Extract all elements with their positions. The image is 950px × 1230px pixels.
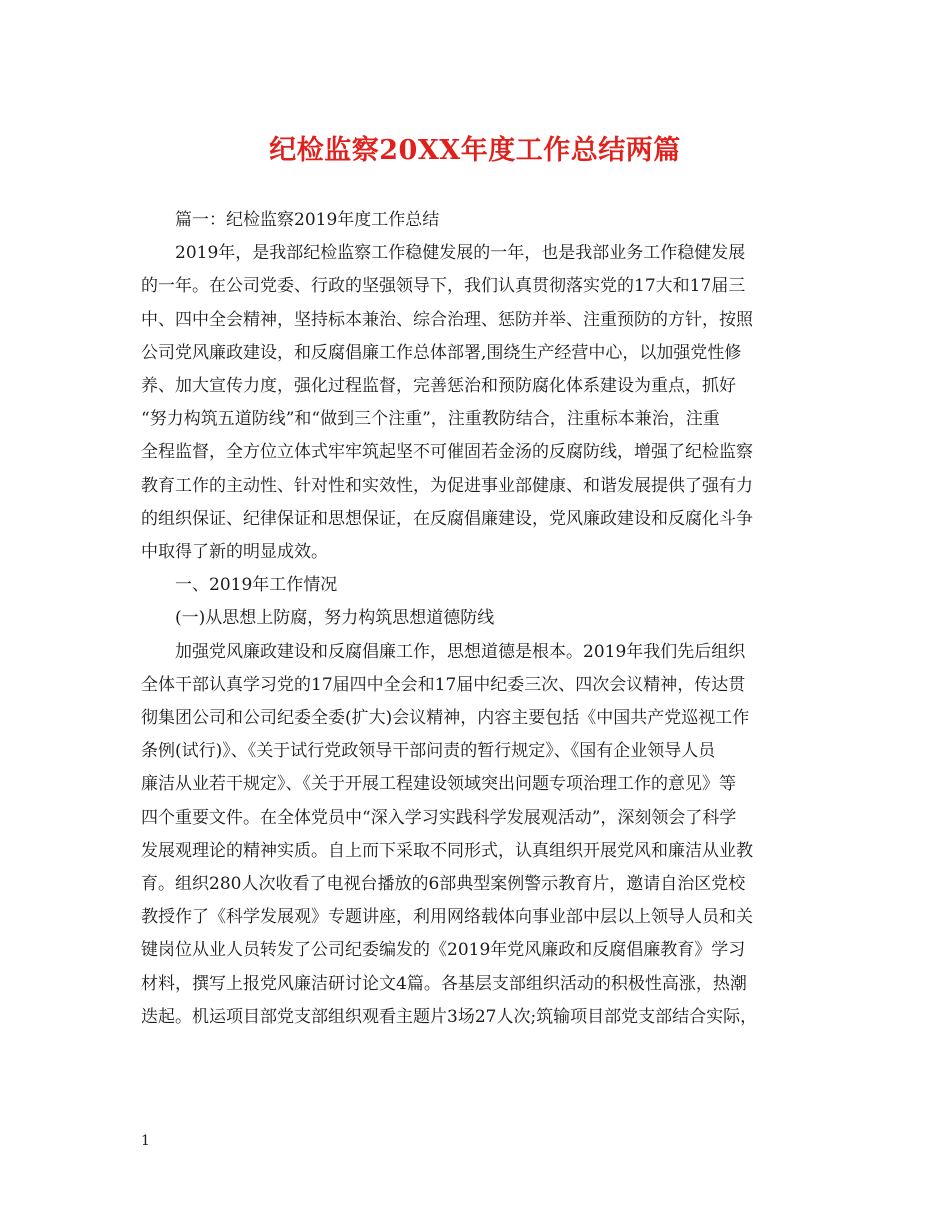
section-heading [141, 569, 813, 602]
text-line: 中取得了新的明显成效。 [141, 542, 328, 563]
text-line: 条例(试行)》、《关于试行党政领导干部问责的暂行规定》、《国有企业领导人员 [141, 741, 716, 762]
text-line: 四个重要文件。在全体党员中“深入学习实践科学发展观活动”，深刻领会了科学 [141, 807, 737, 828]
document-title: 纪检监察20XX年度工作总结两篇 [269, 135, 681, 166]
text-line: 全程监督，全方位立体式牢牢筑起坚不可催固若金汤的反腐防线，增强了纪检监察 [141, 442, 753, 463]
text-line: 育。组织280人次收看了电视台播放的6部典型案例警示教育片，邀请自治区党校 [141, 874, 746, 895]
text-line: 迭起。机运项目部党支部组织观看主题片3场27人次;筑输项目部党支部结合实际， [141, 1006, 758, 1027]
paragraph [141, 237, 813, 569]
text-line: 2019年，是我部纪检监察工作稳健发展的一年，也是我部业务工作稳健发展 [175, 243, 746, 264]
text-line: 廉洁从业若干规定》、《关于开展工程建设领域突出问题专项治理工作的意见》等 [141, 774, 736, 795]
text-line: 教育工作的主动性、针对性和实效性，为促进事业部健康、和谐发展提供了强有力 [141, 475, 753, 496]
text-line: (一)从思想上防腐，努力构筑思想道德防线 [175, 608, 495, 629]
paragraph [141, 636, 813, 1034]
text-line: 全体干部认真学习党的17届四中全会和17届中纪委三次、四次会议精神，传达贯 [141, 674, 746, 695]
text-line: 篇一：纪检监察2019年度工作总结 [175, 210, 440, 230]
page-number: 1 [141, 1133, 150, 1149]
text-line: 键岗位从业人员转发了公司纪委编发的《2019年党风廉政和反腐倡廉教育》学习 [141, 940, 746, 961]
text-line: 公司党风廉政建设，和反腐倡廉工作总体部署,围绕生产经营中心，以加强党性修 [141, 342, 742, 363]
text-line: 的一年。在公司党委、行政的坚强领导下，我们认真贯彻落实党的17大和17届三 [141, 276, 746, 297]
text-line: 教授作了《科学发展观》专题讲座，利用网络载体向事业部中层以上领导人员和关 [141, 907, 753, 928]
text-line: 一、2019年工作情况 [175, 575, 338, 596]
section-heading [141, 204, 813, 237]
text-line: 中、四中全会精神，坚持标本兼治、综合治理、惩防并举、注重预防的方针，按照 [141, 309, 753, 330]
text-line: 养、加大宣传力度，强化过程监督，完善惩治和预防腐化体系建设为重点，抓好 [141, 376, 736, 397]
document-body [141, 204, 813, 1034]
text-line: 发展观理论的精神实质。自上而下采取不同形式，认真组织开展党风和廉洁从业教 [141, 840, 753, 861]
text-line: 的组织保证、纪律保证和思想保证，在反腐倡廉建设，党风廉政建设和反腐化斗争 [141, 508, 753, 529]
text-line: 加强党风廉政建设和反腐倡廉工作，思想道德是根本。2019年我们先后组织 [175, 641, 746, 662]
subsection-heading [141, 602, 813, 635]
text-line: 彻集团公司和公司纪委全委(扩大)会议精神，内容主要包括《中国共产党巡视工作 [141, 708, 750, 729]
text-line: “努力构筑五道防线”和“做到三个注重”，注重教防结合，注重标本兼治，注重 [141, 409, 720, 430]
text-line: 材料，撰写上报党风廉洁研讨论文4篇。各基层支部组织活动的积极性高涨，热潮 [141, 973, 747, 994]
